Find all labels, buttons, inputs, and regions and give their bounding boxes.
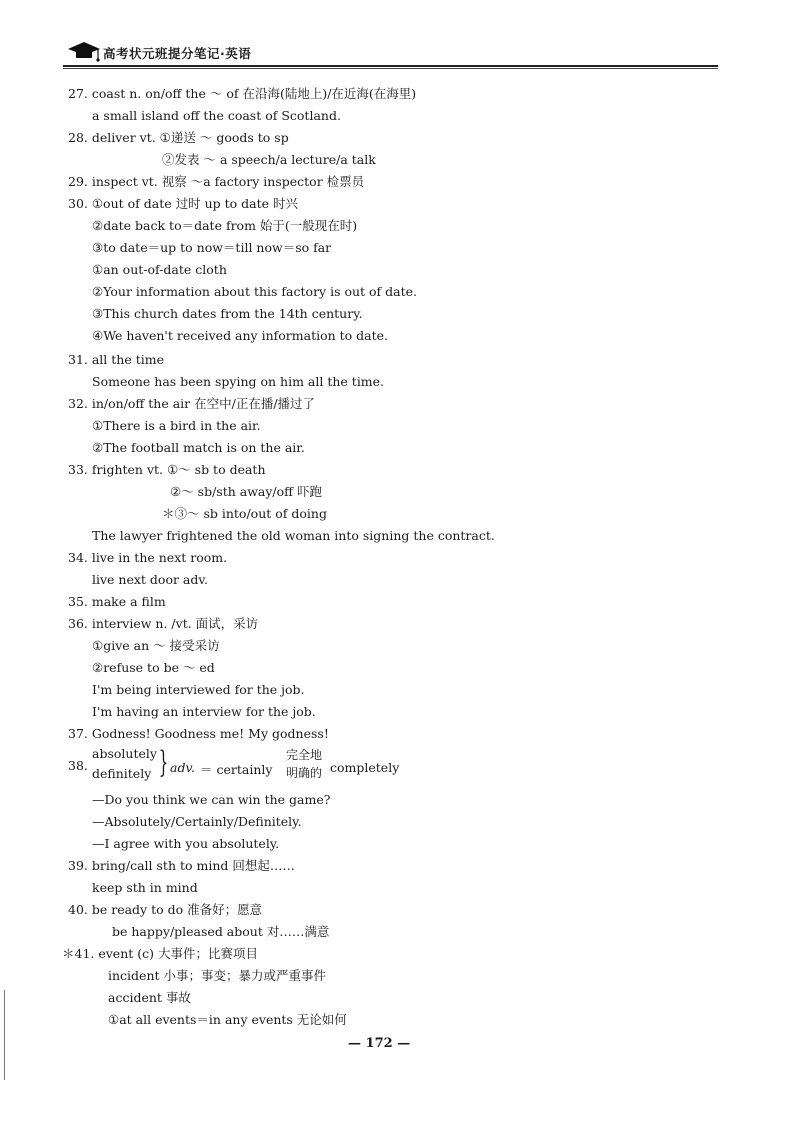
note-line: 30. ①out of date 过时 up to date 时兴 <box>68 196 298 211</box>
note-line: ①at all events＝in any events 无论如何 <box>108 1012 347 1027</box>
page-number: — 172 — <box>348 1036 411 1051</box>
note-line: ②date back to＝date from 始于(一般现在时) <box>92 218 358 233</box>
note-line: Someone has been spying on him all the time. <box>92 374 385 389</box>
synonym-completely: completely <box>330 760 400 775</box>
page-header <box>63 34 718 68</box>
note-line: I'm being interviewed for the job. <box>92 682 305 697</box>
note-line: ①give an ～ 接受采访 <box>92 638 220 653</box>
graduation-cap-icon <box>66 40 102 62</box>
header-title: 高考状元班提分笔记·英语 <box>103 46 252 61</box>
meanings-stack <box>286 746 322 782</box>
note-line: ①There is a bird in the air. <box>92 418 261 433</box>
note-line: —Do you think we can win the game? <box>92 792 331 807</box>
note-line: ＊41. event (c) 大事件；比赛项目 <box>62 946 258 961</box>
meaning-definite: 明确的 <box>286 766 323 780</box>
note-line: ①an out-of-date cloth <box>92 262 227 277</box>
note-line: ②Your information about this factory is out of date. <box>92 284 418 299</box>
binding-edge <box>4 990 5 1080</box>
note-line: The lawyer frightened the old woman into signing the contract. <box>92 528 495 543</box>
note-line: 40. be ready to do 准备好；愿意 <box>68 902 263 917</box>
note-line: incident 小事；事变；暴力或严重事件 <box>108 968 326 983</box>
brace-symbol: } <box>158 745 169 780</box>
note-line: accident 事故 <box>108 990 191 1005</box>
note-line: 27. coast n. on/off the ～ of 在沿海(陆地上)/在近海(在海里) <box>68 86 417 101</box>
note-line: ②～ sb/sth away/off 吓跑 <box>170 484 323 499</box>
item-38-synonyms <box>68 746 428 788</box>
note-line: I'm having an interview for the job. <box>92 704 316 719</box>
note-line: 32. in/on/off the air 在空中/正在播/播过了 <box>68 396 316 411</box>
note-line: 36. interview n. /vt. 面试，采访 <box>68 616 259 631</box>
note-line: 29. inspect vt. 视察 ～a factory inspector 检票员 <box>68 174 365 189</box>
note-line: ②The football match is on the air. <box>92 440 305 455</box>
note-line: keep sth in mind <box>92 880 198 895</box>
header-rule <box>63 65 718 67</box>
item-number: 38. <box>68 758 88 773</box>
note-line: ＊③～ sb into/out of doing <box>162 506 327 521</box>
note-line: 33. frighten vt. ①～ sb to death <box>68 462 266 477</box>
note-line: 35. make a film <box>68 594 166 609</box>
note-line: —I agree with you absolutely. <box>92 836 280 851</box>
part-of-speech: adv. <box>170 760 196 775</box>
word-definitely: definitely <box>92 766 152 781</box>
word-absolutely: absolutely <box>92 746 157 761</box>
note-line: a small island off the coast of Scotland. <box>92 108 341 123</box>
note-line: ③This church dates from the 14th century. <box>92 306 363 321</box>
note-line: ②refuse to be ～ ed <box>92 660 215 675</box>
header-rule-thin <box>63 68 718 69</box>
note-line: ③to date＝up to now＝till now＝so far <box>92 240 332 255</box>
note-line: —Absolutely/Certainly/Definitely. <box>92 814 302 829</box>
note-line: 31. all the time <box>68 352 164 367</box>
note-line: 39. bring/call sth to mind 回想起…… <box>68 858 295 873</box>
note-line: be happy/pleased about 对……满意 <box>112 924 330 939</box>
note-line: 28. deliver vt. ①递送 ～ goods to sp <box>68 130 289 145</box>
note-line: 34. live in the next room. <box>68 550 228 565</box>
note-line: ④We haven't received any information to date. <box>92 328 389 343</box>
equivalent: ＝ certainly <box>200 762 273 777</box>
meaning-complete: 完全地 <box>286 748 323 762</box>
note-line: live next door adv. <box>92 572 208 587</box>
note-line: ②发表 ～ a speech/a lecture/a talk <box>162 152 376 167</box>
note-line: 37. Godness! Goodness me! My godness! <box>68 726 329 741</box>
